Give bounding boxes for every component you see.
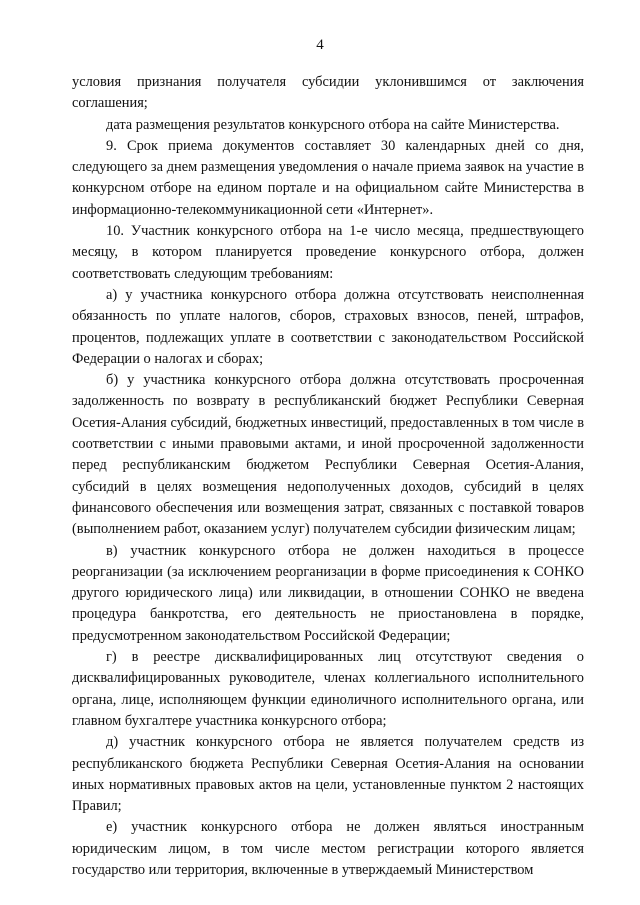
paragraph-subitem-d: д) участник конкурсного отбора не является получателем средств из республиканского бюджета Республики Северная Осетия-Алания на основании иных нормативных правовых актов на цели, установленные пунктом 2 настоящих Правил;	[72, 734, 584, 815]
paragraph-subitem-a: а) у участника конкурсного отбора должна отсутствовать неисполненная обязанность по уплате налогов, сборов, страховых взносов, пеней, штрафов, процентов, подлежащих уплате в соответствии с законодательством Российской Федерации о налогах и сборах;	[72, 286, 584, 367]
paragraph-subitem-b: б) у участника конкурсного отбора должна отсутствовать просроченная задолженность по возврату в республиканский бюджет Республики Северная Осетия-Алания субсидий, бюджетных инвестиций, предоставленных в том числе в соответствии с иными правовыми актами, и иной просроченной задолженности перед республиканским бюджетом Республики Северная Осетия-Алания, субсидий в целях возмещения недополученных доходов, субсидий в целях финансового обеспечения или возмещения затрат, связанных с поставкой товаров (выполнением работ, оказанием услуг) получателем субсидии физическим лицам;	[72, 372, 584, 538]
document-body	[72, 72, 584, 881]
paragraph-item-10: 10. Участник конкурсного отбора на 1-е число месяца, предшествующего месяцу, в котором планируется проведение конкурсного отбора, должен соответствовать следующим требованиям:	[72, 223, 584, 282]
paragraph-conditions-tail: условия признания получателя субсидии уклонившимся от заключения соглашения;	[72, 74, 584, 112]
paragraph-results-date: дата размещения результатов конкурсного отбора на сайте Министерства.	[106, 116, 560, 133]
paragraph-subitem-e: е) участник конкурсного отбора не должен являться иностранным юридическим лицом, в том числе местом регистрации которого является государство или территория, включенные в утверждаемый Министерством	[72, 819, 584, 878]
paragraph-item-9: 9. Срок приема документов составляет 30 календарных дней со дня, следующего за днем размещения уведомления о начале приема заявок на участие в конкурсном отборе на едином портале и на официальном сайте Министерства в информационно-телекоммуникационной сети «Интернет».	[72, 137, 584, 218]
page-number: 4	[316, 37, 324, 53]
paragraph-subitem-g: г) в реестре дисквалифицированных лиц отсутствуют сведения о дисквалифицированных руководителе, членах коллегиального исполнительного органа, лице, исполняющем функции единоличного исполнительного органа, или главном бухгалтере участника конкурсного отбора;	[72, 649, 584, 729]
paragraph-subitem-v: в) участник конкурсного отбора не должен находиться в процессе реорганизации (за исключением реорганизации в форме присоединения к СОНКО другого юридического лица) или ликвидации, в отношении СОНКО не введена процедура банкротства, его деятельность не приостановлена в порядке, предусмотренном законодательством Российской Федерации;	[72, 542, 584, 644]
